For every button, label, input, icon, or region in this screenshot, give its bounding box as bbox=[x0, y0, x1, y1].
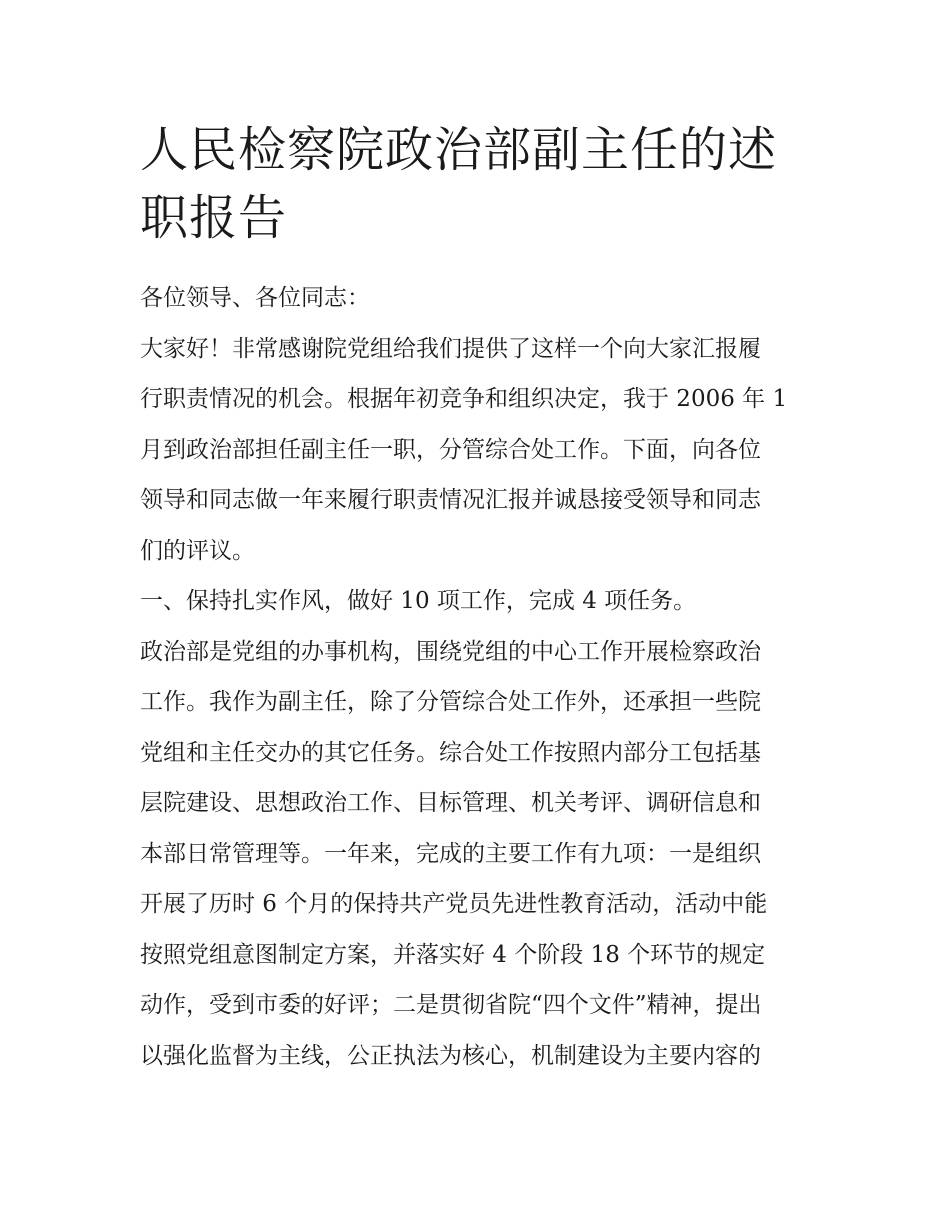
body-line: 大家好！非常感谢院党组给我们提供了这样一个向大家汇报履 bbox=[140, 335, 761, 362]
document-body bbox=[140, 273, 812, 1081]
document-content bbox=[140, 116, 812, 1081]
body-line: 政治部是党组的办事机构，围绕党组的中心工作开展检察政治 bbox=[140, 638, 761, 665]
body-line: 开展了历时 6 个月的保持共产党员先进性教育活动，活动中能 bbox=[140, 891, 768, 917]
salutation: 各位领导、各位同志： bbox=[140, 285, 370, 311]
body-line: 动作，受到市委的好评；二是贯彻省院“四个文件”精神，提出 bbox=[140, 992, 762, 1018]
body-line: 行职责情况的机会。根据年初竞争和组织决定，我于 2006 年 1 bbox=[140, 386, 788, 412]
body-line: 党组和主任交办的其它任务。综合处工作按照内部分工包括基 bbox=[140, 739, 761, 766]
body-line: 以强化监督为主线，公正执法为核心，机制建设为主要内容的 bbox=[140, 1042, 761, 1069]
body-line: 月到政治部担任副主任一职，分管综合处工作。下面，向各位 bbox=[140, 436, 761, 463]
title-line: 职报告 bbox=[140, 190, 288, 246]
title-line: 人民检察院政治部副主任的述 bbox=[140, 122, 778, 178]
body-line: 领导和同志做一年来履行职责情况汇报并诚恳接受领导和同志 bbox=[140, 487, 761, 513]
body-line: 们的评议。 bbox=[140, 537, 255, 564]
body-line: 本部日常管理等。一年来，完成的主要工作有九项：一是组织 bbox=[140, 840, 761, 867]
body-line: 层院建设、思想政治工作、目标管理、机关考评、调研信息和 bbox=[140, 790, 761, 816]
body-line: 按照党组意图制定方案，并落实好 4 个阶段 18 个环节的规定 bbox=[140, 941, 766, 968]
body-line: 工作。我作为副主任，除了分管综合处工作外，还承担一些院 bbox=[140, 689, 761, 715]
document-title bbox=[140, 116, 812, 252]
section-heading: 一、保持扎实作风，做好 10 项工作，完成 4 项任务。 bbox=[140, 588, 697, 614]
